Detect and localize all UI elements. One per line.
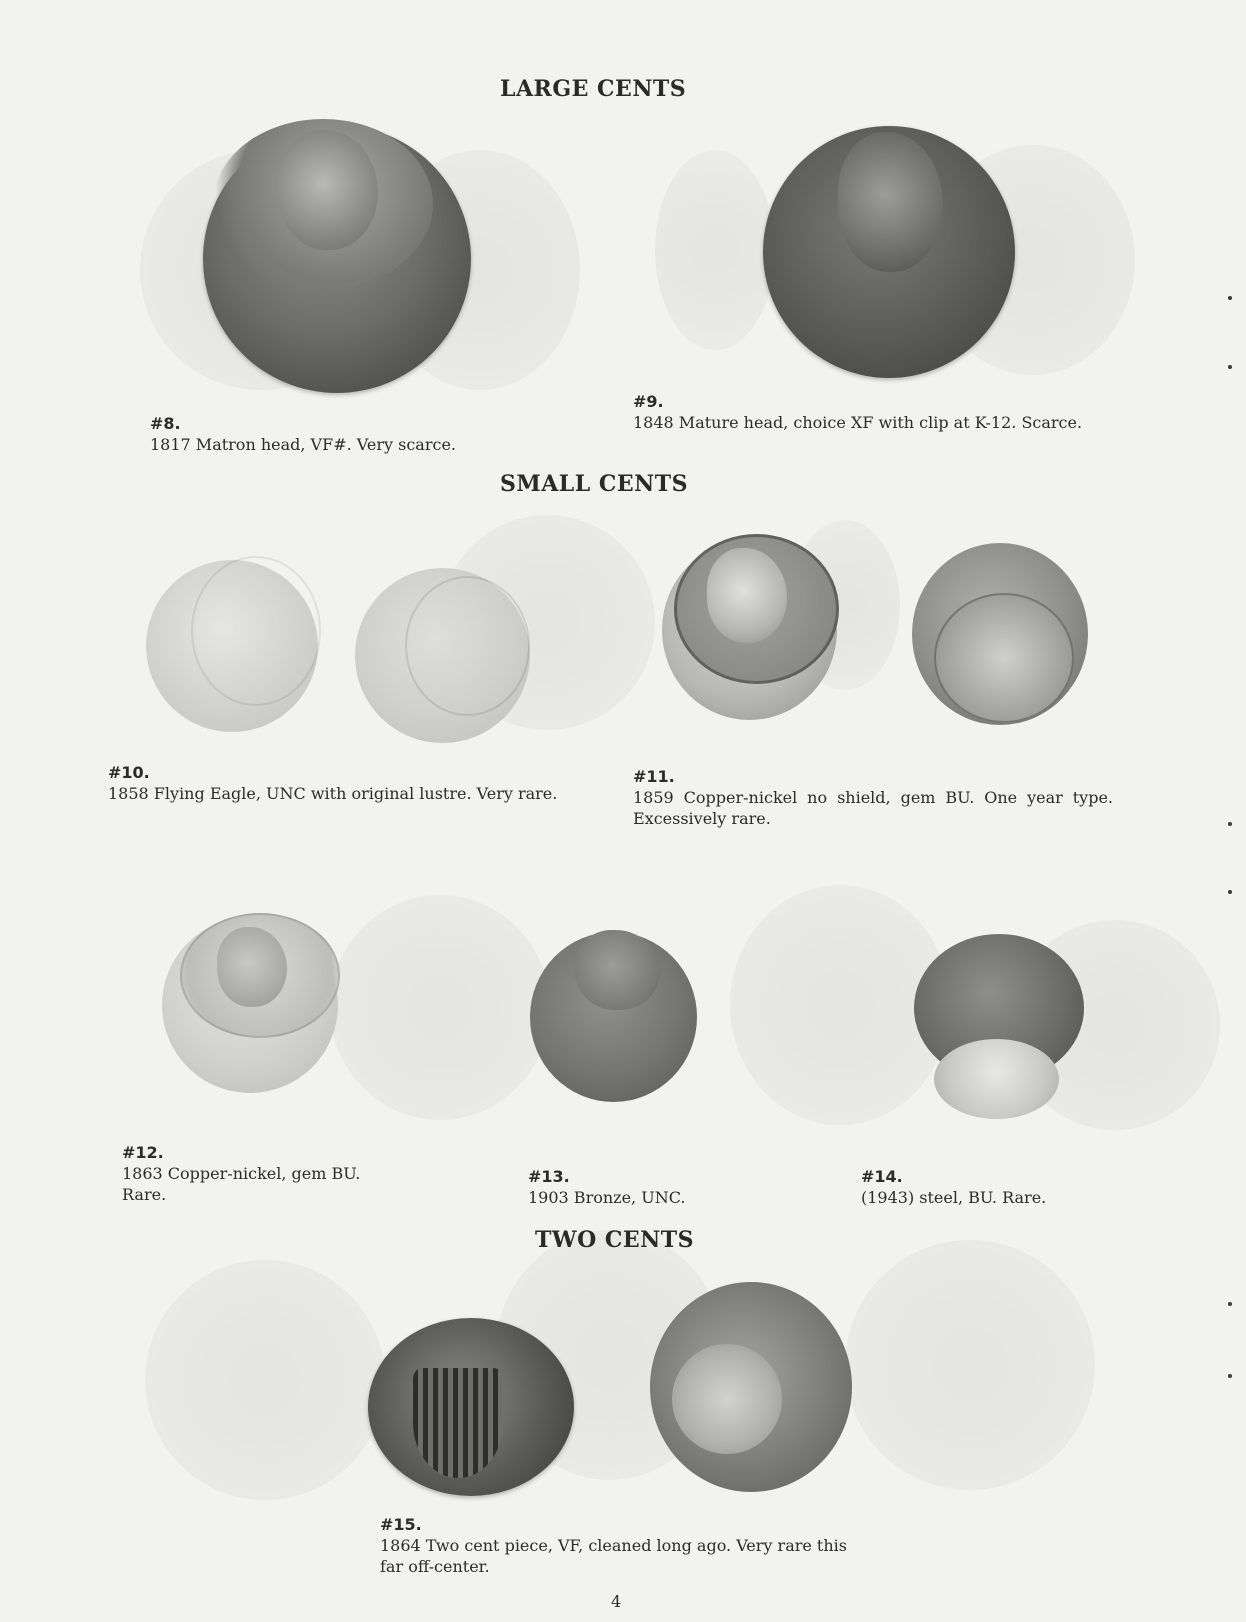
scan-speck (1228, 1302, 1232, 1306)
lot-number: #10. (108, 763, 150, 782)
coin-image-lot-8 (203, 125, 471, 393)
scan-speck (1228, 822, 1232, 826)
coin-design (191, 556, 321, 706)
page-number: 4 (611, 1592, 622, 1611)
lot-number: #9. (633, 392, 664, 411)
lot-description: 1858 Flying Eagle, UNC with original lustre. Very rare. (108, 784, 558, 803)
lot-number: #13. (528, 1167, 570, 1186)
scan-speck (1228, 1374, 1232, 1378)
lot-description: 1859 Copper-nickel no shield, gem BU. One year type. Excessively rare. (633, 788, 1113, 828)
scan-speck (1228, 296, 1232, 300)
lot-caption-14 (861, 1166, 1121, 1208)
section-title-small-cents: SMALL CENTS (500, 471, 689, 497)
lot-number: #14. (861, 1167, 903, 1186)
lot-caption-13 (528, 1166, 788, 1208)
coin-design (405, 576, 530, 716)
lot-description: 1864 Two cent piece, VF, cleaned long ago. Very rare this far off-center. (380, 1536, 847, 1576)
lot-number: #11. (633, 767, 675, 786)
bleed-through-circle (330, 895, 550, 1120)
lot-number: #15. (380, 1515, 422, 1534)
coin-image-lot-11-obverse (662, 540, 837, 720)
coin-design (934, 1039, 1059, 1119)
lot-caption-12 (122, 1142, 422, 1205)
shield-motif (413, 1368, 503, 1478)
lot-caption-9 (633, 391, 1113, 433)
coin-image-lot-10-obverse (146, 560, 318, 732)
portrait-motif (575, 930, 660, 1010)
lot-number: #8. (150, 414, 181, 433)
coin-image-lot-15-reverse (650, 1282, 852, 1492)
coin-design (672, 1344, 782, 1454)
portrait-motif (838, 132, 943, 272)
coin-image-lot-15-obverse (368, 1318, 574, 1496)
lot-description: 1817 Matron head, VF#. Very scarce. (150, 435, 456, 454)
bleed-through-circle (845, 1240, 1095, 1490)
coin-image-lot-9 (763, 126, 1015, 378)
portrait-motif (707, 548, 787, 643)
lot-caption-15 (380, 1514, 860, 1577)
coin-image-lot-10-reverse (355, 568, 530, 743)
scan-speck (1228, 890, 1232, 894)
section-title-large-cents: LARGE CENTS (500, 76, 687, 102)
portrait-motif (217, 927, 287, 1007)
bleed-through-circle (145, 1260, 385, 1500)
coin-image-lot-13 (530, 932, 697, 1102)
coin-image-lot-12 (162, 917, 338, 1093)
coin-image-lot-14 (914, 934, 1084, 1082)
portrait-motif (278, 130, 378, 250)
lot-description: 1863 Copper-nickel, gem BU. Rare. (122, 1164, 361, 1204)
section-title-two-cents: TWO CENTS (535, 1227, 695, 1253)
lot-description: (1943) steel, BU. Rare. (861, 1188, 1047, 1207)
coin-image-lot-11-reverse (912, 543, 1088, 725)
lot-description: 1848 Mature head, choice XF with clip at K-12. Scarce. (633, 413, 1083, 432)
lot-caption-10 (108, 762, 586, 804)
lot-description: 1903 Bronze, UNC. (528, 1188, 686, 1207)
bleed-through-circle (655, 150, 775, 350)
lot-number: #12. (122, 1143, 164, 1162)
lot-caption-8 (150, 413, 550, 455)
lot-caption-11 (633, 766, 1113, 829)
coin-design (934, 593, 1074, 723)
scan-speck (1228, 365, 1232, 369)
